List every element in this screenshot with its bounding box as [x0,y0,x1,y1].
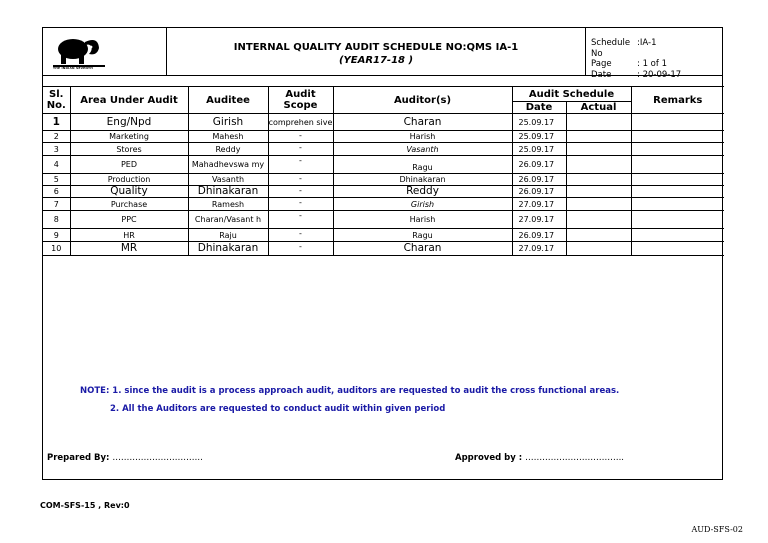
area-cell: Purchase [70,198,188,211]
header-date: Date [512,102,566,114]
document-subtitle: (YEAR17-18 ) [338,55,414,66]
auditor-cell: Dhinakaran [333,174,512,186]
date-cell: 25.09.17 [512,114,566,131]
sl-no-cell: 3 [43,143,70,156]
header-area: Area Under Audit [70,87,188,114]
date-cell: 26.09.17 [512,186,566,198]
table-row [43,211,724,229]
remarks-cell [631,229,724,242]
table-row [43,143,724,156]
sl-no-cell: 4 [43,156,70,174]
area-cell: PED [70,156,188,174]
date-label: Date [591,69,612,80]
auditee-cell: Ramesh [188,198,268,211]
form-code: COM-SFS-15 , Rev:0 [40,501,130,510]
scope-cell: - [268,242,333,256]
note-line-2: 2. All the Auditors are requested to conduct audit within given period [110,404,446,414]
auditor-cell: Ragu [333,156,512,174]
auditor-cell: Charan [333,242,512,256]
actual-cell [566,229,631,242]
schedule-info [586,28,722,80]
auditee-cell: Reddy [188,143,268,156]
date-cell: 26.09.17 [512,229,566,242]
table-row [43,186,724,198]
prepared-by [47,453,203,463]
logo-text: THE INDIAN SEVENTH [53,66,94,70]
schedule-no-value: :IA-1 [637,38,657,48]
auditee-cell: Vasanth [188,174,268,186]
scope-cell: - [268,229,333,242]
sl-no-cell: 7 [43,198,70,211]
auditee-cell: Charan/Vasant h [188,211,268,229]
remarks-cell [631,186,724,198]
auditee-cell: Mahadhevswa my [188,156,268,174]
area-cell: HR [70,229,188,242]
audit-schedule-table [43,86,724,256]
header-actual: Actual [566,102,631,114]
document-header [43,28,722,80]
date-value: : 20-09-17 [637,69,682,80]
remarks-cell [631,156,724,174]
date-cell: 27.09.17 [512,198,566,211]
scope-cell: - [268,131,333,143]
date-cell: 26.09.17 [512,174,566,186]
notes-section [80,382,619,418]
scope-cell: comprehen sive [268,114,333,131]
area-cell: Stores [70,143,188,156]
header-remarks: Remarks [631,87,724,114]
actual-cell [566,174,631,186]
remarks-cell [631,242,724,256]
actual-cell [566,156,631,174]
sl-no-cell: 2 [43,131,70,143]
auditor-cell: Vasanth [333,143,512,156]
document-title: INTERNAL QUALITY AUDIT SCHEDULE NO:QMS IA-1 [233,42,519,53]
sl-no-cell: 10 [43,242,70,256]
page-value: : 1 of 1 [637,59,667,69]
table-row [43,114,724,131]
area-cell: PPC [70,211,188,229]
sl-no-cell: 9 [43,229,70,242]
schedule-no-label: Schedule No [591,38,631,59]
header-auditors: Auditor(s) [333,87,512,114]
sl-no-cell: 6 [43,186,70,198]
auditee-cell: Dhinakaran [188,186,268,198]
date-cell: 25.09.17 [512,143,566,156]
actual-cell [566,131,631,143]
actual-cell [566,186,631,198]
sl-no-cell: 1 [43,114,70,131]
scope-cell: - [268,211,333,229]
remarks-cell [631,211,724,229]
remarks-cell [631,174,724,186]
header-auditee: Auditee [188,87,268,114]
table-row [43,242,724,256]
document-code: AUD-SFS-02 [691,525,743,534]
actual-cell [566,242,631,256]
remarks-cell [631,143,724,156]
auditor-cell: Charan [333,114,512,131]
scope-cell: - [268,156,333,174]
area-cell: MR [70,242,188,256]
audit-schedule-document [42,27,723,480]
approved-by [455,453,624,463]
date-cell: 27.09.17 [512,211,566,229]
date-cell: 25.09.17 [512,131,566,143]
table-row [43,131,724,143]
actual-cell [566,143,631,156]
document-title-cell [167,28,586,75]
sl-no-cell: 8 [43,211,70,229]
auditor-cell: Ragu [333,229,512,242]
header-scope: Audit Scope [268,87,333,114]
area-cell: Production [70,174,188,186]
table-row [43,174,724,186]
actual-cell [566,114,631,131]
scope-cell: - [268,198,333,211]
scope-cell: - [268,174,333,186]
table-row [43,156,724,174]
note-line-1: NOTE: 1. since the audit is a process approach audit, auditors are requested to audit the cross functional areas. [80,386,620,396]
scope-cell: - [268,186,333,198]
header-audit-schedule: Audit Schedule [512,87,631,102]
actual-cell [566,198,631,211]
area-cell: Marketing [70,131,188,143]
date-cell: 27.09.17 [512,242,566,256]
header-sl-no: Sl. No. [43,87,70,114]
auditee-cell: Girish [188,114,268,131]
company-logo-cell [43,28,167,75]
date-cell: 26.09.17 [512,156,566,174]
actual-cell [566,211,631,229]
page-label: Page [591,59,612,69]
area-cell: Quality [70,186,188,198]
prepared-by-line: ………………………….. [112,453,203,463]
auditee-cell: Dhinakaran [188,242,268,256]
auditor-cell: Harish [333,211,512,229]
auditee-cell: Mahesh [188,131,268,143]
area-cell: Eng/Npd [70,114,188,131]
remarks-cell [631,131,724,143]
approved-by-line: …………………………….. [525,453,624,463]
auditor-cell: Reddy [333,186,512,198]
prepared-by-label: Prepared By: [47,453,110,463]
table-row [43,198,724,211]
approved-by-label: Approved by : [455,453,523,463]
remarks-cell [631,198,724,211]
auditee-cell: Raju [188,229,268,242]
audit-table-body [43,114,724,256]
remarks-cell [631,114,724,131]
table-row [43,229,724,242]
sl-no-cell: 5 [43,174,70,186]
scope-cell: - [268,143,333,156]
auditor-cell: Girish [333,198,512,211]
auditor-cell: Harish [333,131,512,143]
